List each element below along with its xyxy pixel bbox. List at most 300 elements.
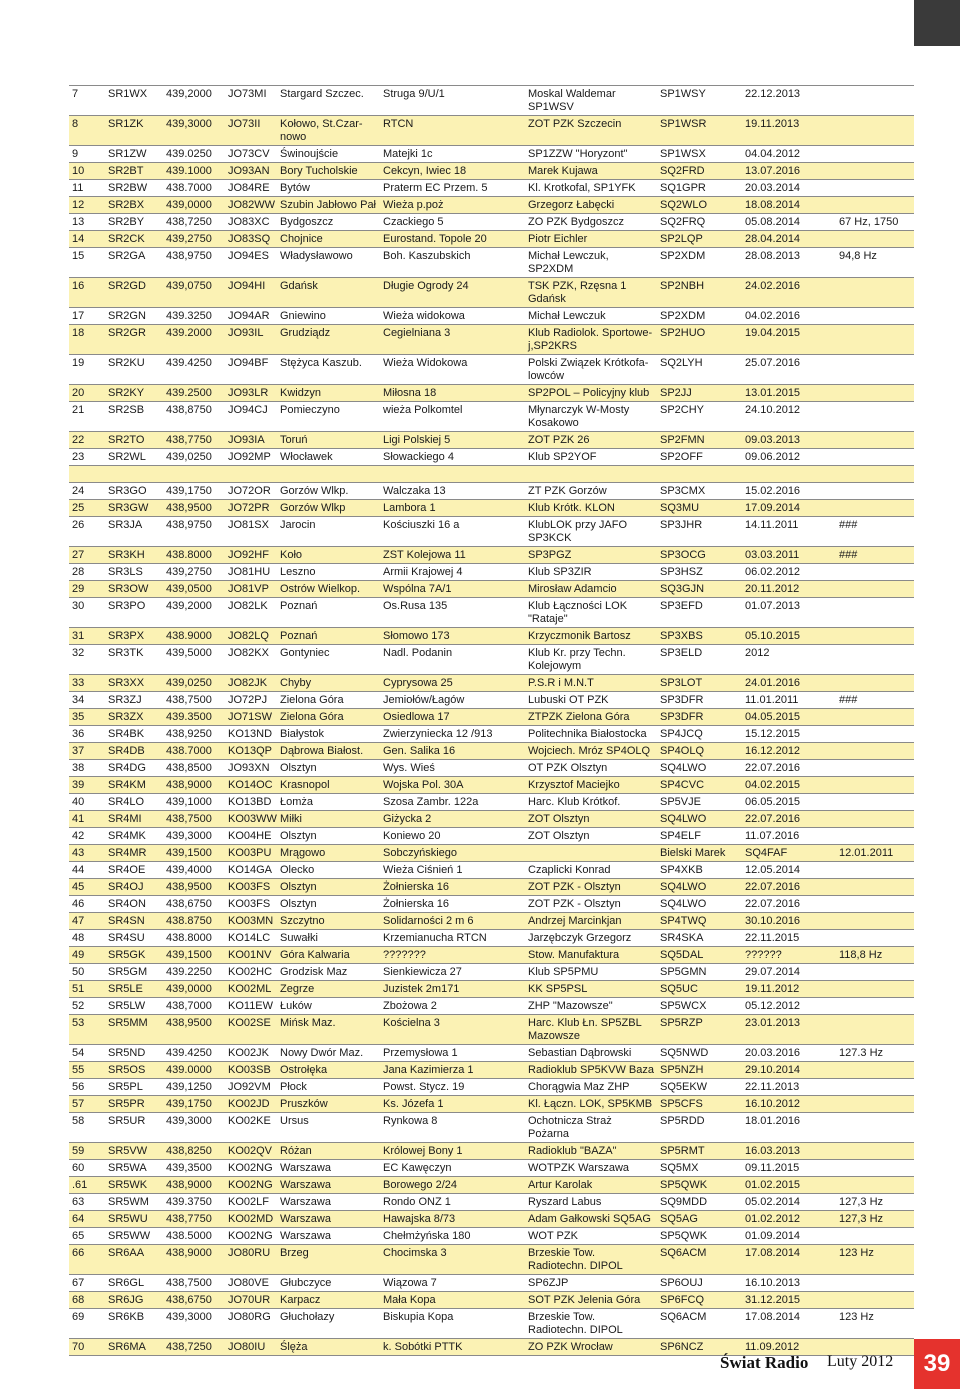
- cell-date: 09.06.2012: [742, 449, 836, 466]
- cell-ctcss: [836, 964, 914, 981]
- cell-frequency: 438,8250: [163, 1143, 225, 1160]
- cell-no: 11: [69, 180, 105, 197]
- cell-address: Długie Ogrody 24: [380, 278, 525, 308]
- cell-ctcss: [836, 1062, 914, 1079]
- magazine-title: Świat Radio: [720, 1353, 809, 1372]
- cell-locator: JO92VM: [225, 1079, 277, 1096]
- cell-address: Wieża Widokowa: [380, 355, 525, 385]
- cell-locator: JO80IU: [225, 1339, 277, 1356]
- cell-ctcss: [836, 1143, 914, 1160]
- table-row: [69, 449, 914, 466]
- cell-ctcss: 12.01.2011: [836, 845, 914, 862]
- cell-locator: JO81HU: [225, 564, 277, 581]
- cell-ctcss: [836, 760, 914, 777]
- cell-frequency: 438.5000: [163, 1228, 225, 1245]
- cell-sysop-call: SP2OFF: [657, 449, 742, 466]
- cell-operator: WOTPZK Warszawa: [525, 1160, 657, 1177]
- cell-date: 24.01.2016: [742, 675, 836, 692]
- cell-address: Rynkowa 8: [380, 1113, 525, 1143]
- cell-ctcss: [836, 180, 914, 197]
- cell-no: 21: [69, 402, 105, 432]
- cell-sysop-call: SP6FCQ: [657, 1292, 742, 1309]
- cell-date: 20.03.2016: [742, 1045, 836, 1062]
- cell-location: Płock: [277, 1079, 380, 1096]
- cell-sysop-call: SP3OCG: [657, 547, 742, 564]
- cell-no: 51: [69, 981, 105, 998]
- cell-callsign: SR4ON: [105, 896, 163, 913]
- cell-address: Jana Kazimierza 1: [380, 1062, 525, 1079]
- cell-locator: KO03WW: [225, 811, 277, 828]
- cell-locator: JO94AR: [225, 308, 277, 325]
- cell-date: [742, 466, 836, 483]
- cell-frequency: 439.3750: [163, 1194, 225, 1211]
- cell-sysop-call: SP5CFS: [657, 1096, 742, 1113]
- cell-sysop-call: SP2CHY: [657, 402, 742, 432]
- cell-address: Krzemianucha RTCN: [380, 930, 525, 947]
- cell-frequency: 438,7750: [163, 1211, 225, 1228]
- cell-date: 24.10.2012: [742, 402, 836, 432]
- cell-callsign: SR5WK: [105, 1177, 163, 1194]
- cell-callsign: SR2KU: [105, 355, 163, 385]
- cell-address: Wspólna 7A/1: [380, 581, 525, 598]
- cell-location: Warszawa: [277, 1228, 380, 1245]
- cell-locator: KO02LF: [225, 1194, 277, 1211]
- cell-ctcss: [836, 709, 914, 726]
- cell-address: Przemysłowa 1: [380, 1045, 525, 1062]
- cell-no: 18: [69, 325, 105, 355]
- cell-callsign: SR3GW: [105, 500, 163, 517]
- cell-frequency: 439,4000: [163, 862, 225, 879]
- cell-sysop-call: SP5RZP: [657, 1015, 742, 1045]
- cell-frequency: 439.1000: [163, 163, 225, 180]
- cell-sysop-call: SQ4LWO: [657, 811, 742, 828]
- cell-locator: JO92HF: [225, 547, 277, 564]
- cell-ctcss: [836, 1113, 914, 1143]
- cell-location: Gorzów Wlkp: [277, 500, 380, 517]
- cell-ctcss: [836, 163, 914, 180]
- cell-no: 27: [69, 547, 105, 564]
- cell-date: 13.07.2016: [742, 163, 836, 180]
- table-row: [69, 645, 914, 675]
- issue-date: Luty 2012: [827, 1353, 894, 1370]
- cell-operator: Adam Gałkowski SQ5AG: [525, 1211, 657, 1228]
- cell-no: 44: [69, 862, 105, 879]
- cell-location: Głubczyce: [277, 1275, 380, 1292]
- cell-date: 09.11.2015: [742, 1160, 836, 1177]
- cell-frequency: 438,9500: [163, 1015, 225, 1045]
- cell-location: Zielona Góra: [277, 709, 380, 726]
- cell-locator: JO93LR: [225, 385, 277, 402]
- cell-locator: KO02NG: [225, 1228, 277, 1245]
- cell-callsign: SR6AA: [105, 1245, 163, 1275]
- cell-locator: JO73CV: [225, 146, 277, 163]
- cell-sysop-call: SQ5UC: [657, 981, 742, 998]
- cell-operator: Jarzębczyk Grzegorz: [525, 930, 657, 947]
- cell-sysop-call: SP3LOT: [657, 675, 742, 692]
- cell-frequency: 438,9500: [163, 879, 225, 896]
- cell-location: Toruń: [277, 432, 380, 449]
- cell-ctcss: [836, 146, 914, 163]
- cell-frequency: 438,9250: [163, 726, 225, 743]
- cell-location: Grudziądz: [277, 325, 380, 355]
- cell-frequency: 439,0000: [163, 981, 225, 998]
- cell-no: 25: [69, 500, 105, 517]
- cell-ctcss: [836, 500, 914, 517]
- table-row: [69, 913, 914, 930]
- page-footer: [720, 1339, 960, 1389]
- cell-callsign: SR2BT: [105, 163, 163, 180]
- cell-callsign: SR5GM: [105, 964, 163, 981]
- cell-address: Wieża Ciśnień 1: [380, 862, 525, 879]
- cell-location: Bydgoszcz: [277, 214, 380, 231]
- cell-ctcss: [836, 743, 914, 760]
- cell-locator: KO02JK: [225, 1045, 277, 1062]
- cell-ctcss: [836, 231, 914, 248]
- cell-sysop-call: SP1WSY: [657, 86, 742, 116]
- cell-frequency: 439,3000: [163, 116, 225, 146]
- cell-operator: SP6ZJP: [525, 1275, 657, 1292]
- table-row: [69, 500, 914, 517]
- cell-callsign: SR3ZJ: [105, 692, 163, 709]
- cell-callsign: SR2GA: [105, 248, 163, 278]
- cell-locator: KO02MD: [225, 1211, 277, 1228]
- cell-locator: JO70UR: [225, 1292, 277, 1309]
- table-row: [69, 163, 914, 180]
- cell-no: 10: [69, 163, 105, 180]
- cell-sysop-call: SP2XDM: [657, 248, 742, 278]
- cell-no: 36: [69, 726, 105, 743]
- cell-operator: ZO PZK Wrocław: [525, 1339, 657, 1356]
- cell-operator: Harc. Klub Łn. SP5ZBL Mazowsze: [525, 1015, 657, 1045]
- cell-no: 52: [69, 998, 105, 1015]
- cell-frequency: 438,9500: [163, 500, 225, 517]
- cell-locator: JO72PJ: [225, 692, 277, 709]
- cell-date: 2012: [742, 645, 836, 675]
- cell-date: 16.10.2013: [742, 1275, 836, 1292]
- cell-locator: JO72PR: [225, 500, 277, 517]
- cell-frequency: 439,1750: [163, 483, 225, 500]
- table-row: [69, 709, 914, 726]
- cell-address: Rondo ONZ 1: [380, 1194, 525, 1211]
- cell-frequency: 439,0250: [163, 675, 225, 692]
- table-row: [69, 1062, 914, 1079]
- cell-no: 70: [69, 1339, 105, 1356]
- cell-address: Powst. Stycz. 19: [380, 1079, 525, 1096]
- cell-ctcss: 127,3 Hz: [836, 1194, 914, 1211]
- cell-frequency: 438,7500: [163, 811, 225, 828]
- table-row: [69, 1113, 914, 1143]
- cell-date: 16.03.2013: [742, 1143, 836, 1160]
- table-row: [69, 1211, 914, 1228]
- cell-callsign: SR1ZW: [105, 146, 163, 163]
- cell-address: Wiązowa 7: [380, 1275, 525, 1292]
- cell-operator: ZOT PZK - Olsztyn: [525, 896, 657, 913]
- table-row: [69, 1275, 914, 1292]
- cell-date: 16.10.2012: [742, 1096, 836, 1113]
- cell-date: 22.07.2016: [742, 879, 836, 896]
- cell-date: 28.08.2013: [742, 248, 836, 278]
- cell-locator: JO82LQ: [225, 628, 277, 645]
- cell-operator: ZO PZK Bydgoszcz: [525, 214, 657, 231]
- cell-sysop-call: SP2FMN: [657, 432, 742, 449]
- cell-ctcss: ###: [836, 517, 914, 547]
- cell-sysop-call: SP5WCX: [657, 998, 742, 1015]
- cell-operator: Mirosław Adamcio: [525, 581, 657, 598]
- table-row: [69, 1245, 914, 1275]
- cell-locator: KO14GA: [225, 862, 277, 879]
- cell-callsign: SR4DG: [105, 760, 163, 777]
- cell-frequency: 439,0750: [163, 278, 225, 308]
- cell-operator: Czaplicki Konrad: [525, 862, 657, 879]
- cell-location: Olsztyn: [277, 760, 380, 777]
- cell-locator: KO01NV: [225, 947, 277, 964]
- table-row: [69, 692, 914, 709]
- cell-date: 19.11.2012: [742, 981, 836, 998]
- cell-operator: Sebastian Dąbrowski: [525, 1045, 657, 1062]
- cell-no: 63: [69, 1194, 105, 1211]
- cell-date: 29.07.2014: [742, 964, 836, 981]
- cell-address: Żołnierska 16: [380, 896, 525, 913]
- cell-date: 01.02.2015: [742, 1177, 836, 1194]
- table-row: [69, 385, 914, 402]
- cell-location: Leszno: [277, 564, 380, 581]
- cell-callsign: SR6JG: [105, 1292, 163, 1309]
- cell-ctcss: [836, 811, 914, 828]
- cell-locator: JO92MP: [225, 449, 277, 466]
- cell-operator: TSK PZK, Rzęsna 1 Gdańsk: [525, 278, 657, 308]
- cell-sysop-call: SP4JCQ: [657, 726, 742, 743]
- cell-date: 06.05.2015: [742, 794, 836, 811]
- cell-date: 11.09.2012: [742, 1339, 836, 1356]
- cell-date: 18.08.2014: [742, 197, 836, 214]
- cell-locator: JO82JK: [225, 675, 277, 692]
- cell-date: 01.07.2013: [742, 598, 836, 628]
- cell-locator: KO03MN: [225, 913, 277, 930]
- cell-no: 37: [69, 743, 105, 760]
- cell-operator: Kl. Łączn. LOK, SP5KMB: [525, 1096, 657, 1113]
- cell-callsign: SR5WA: [105, 1160, 163, 1177]
- cell-address: Gen. Salika 16: [380, 743, 525, 760]
- table-row: [69, 180, 914, 197]
- cell-address: Kościelna 3: [380, 1015, 525, 1045]
- cell-operator: Klub Kr. przy Techn. Kolejowym: [525, 645, 657, 675]
- table-row: [69, 1096, 914, 1113]
- cell-date: 04.05.2015: [742, 709, 836, 726]
- cell-frequency: 439,3500: [163, 1160, 225, 1177]
- cell-date: 05.02.2014: [742, 1194, 836, 1211]
- cell-sysop-call: SQ5EKW: [657, 1079, 742, 1096]
- cell-no: 40: [69, 794, 105, 811]
- cell-frequency: 439.4250: [163, 1045, 225, 1062]
- cell-location: Olsztyn: [277, 896, 380, 913]
- cell-ctcss: 67 Hz, 1750: [836, 214, 914, 231]
- cell-sysop-call: SP3EFD: [657, 598, 742, 628]
- cell-no: 49: [69, 947, 105, 964]
- cell-ctcss: [836, 1275, 914, 1292]
- cell-sysop-call: SQ2FRQ: [657, 214, 742, 231]
- table-row: [69, 355, 914, 385]
- cell-ctcss: [836, 581, 914, 598]
- cell-frequency: 438,9000: [163, 1245, 225, 1275]
- cell-ctcss: [836, 1177, 914, 1194]
- cell-sysop-call: SP3DFR: [657, 692, 742, 709]
- cell-no: 8: [69, 116, 105, 146]
- cell-ctcss: [836, 308, 914, 325]
- table-row: [69, 743, 914, 760]
- cell-no: 66: [69, 1245, 105, 1275]
- cell-sysop-call: SQ9MDD: [657, 1194, 742, 1211]
- cell-address: Struga 9/U/1: [380, 86, 525, 116]
- cell-callsign: SR3OW: [105, 581, 163, 598]
- cell-ctcss: [836, 930, 914, 947]
- cell-sysop-call: SP4OLQ: [657, 743, 742, 760]
- cell-no: 12: [69, 197, 105, 214]
- cell-date: 22.11.2013: [742, 1079, 836, 1096]
- cell-locator: [225, 466, 277, 483]
- cell-sysop-call: SP2HUO: [657, 325, 742, 355]
- cell-locator: JO84RE: [225, 180, 277, 197]
- cell-no: 53: [69, 1015, 105, 1045]
- cell-sysop-call: SQ6ACM: [657, 1245, 742, 1275]
- cell-location: Olsztyn: [277, 828, 380, 845]
- cell-locator: KO11EW: [225, 998, 277, 1015]
- cell-address: Żołnierska 16: [380, 879, 525, 896]
- cell-ctcss: [836, 1228, 914, 1245]
- cell-locator: KO02KE: [225, 1113, 277, 1143]
- cell-callsign: SR3XX: [105, 675, 163, 692]
- cell-operator: Klub SP3ZIR: [525, 564, 657, 581]
- cell-locator: JO83XC: [225, 214, 277, 231]
- cell-operator: Radioklub SP5KVW Baza: [525, 1062, 657, 1079]
- cell-callsign: SR5VW: [105, 1143, 163, 1160]
- cell-operator: Klub SP5PMU: [525, 964, 657, 981]
- cell-frequency: [163, 466, 225, 483]
- cell-location: Brzeg: [277, 1245, 380, 1275]
- cell-operator: ZOT PZK Szczecin: [525, 116, 657, 146]
- cell-location: Różan: [277, 1143, 380, 1160]
- cell-operator: [525, 466, 657, 483]
- cell-ctcss: ###: [836, 547, 914, 564]
- cell-locator: KO13QP: [225, 743, 277, 760]
- cell-location: Nowy Dwór Maz.: [277, 1045, 380, 1062]
- table-row: [69, 828, 914, 845]
- cell-no: 42: [69, 828, 105, 845]
- cell-location: Krasnopol: [277, 777, 380, 794]
- cell-frequency: 439,1000: [163, 794, 225, 811]
- cell-address: Słowackiego 4: [380, 449, 525, 466]
- cell-no: 26: [69, 517, 105, 547]
- cell-sysop-call: SP5VJE: [657, 794, 742, 811]
- cell-address: Eurostand. Topole 20: [380, 231, 525, 248]
- cell-sysop-call: SP3JHR: [657, 517, 742, 547]
- table-row: [69, 146, 914, 163]
- cell-date: 16.12.2012: [742, 743, 836, 760]
- cell-operator: Piotr Eichler: [525, 231, 657, 248]
- cell-sysop-call: SQ5DAL: [657, 947, 742, 964]
- cell-locator: KO02NG: [225, 1177, 277, 1194]
- page-number: 39: [914, 1339, 960, 1389]
- cell-callsign: [105, 466, 163, 483]
- table-row: [69, 402, 914, 432]
- cell-frequency: 439.2250: [163, 964, 225, 981]
- cell-sysop-call: SQ1GPR: [657, 180, 742, 197]
- cell-no: 17: [69, 308, 105, 325]
- cell-no: 46: [69, 896, 105, 913]
- cell-no: 35: [69, 709, 105, 726]
- cell-no: 15: [69, 248, 105, 278]
- table-row: [69, 777, 914, 794]
- cell-ctcss: [836, 794, 914, 811]
- cell-location: Dąbrowa Białost.: [277, 743, 380, 760]
- cell-no: 54: [69, 1045, 105, 1062]
- cell-address: ZST Kolejowa 11: [380, 547, 525, 564]
- cell-callsign: SR2TO: [105, 432, 163, 449]
- cell-location: Włocławek: [277, 449, 380, 466]
- cell-location: Chojnice: [277, 231, 380, 248]
- cell-ctcss: [836, 466, 914, 483]
- cell-no: 58: [69, 1113, 105, 1143]
- cell-operator: SP3PGZ: [525, 547, 657, 564]
- cell-callsign: SR5WW: [105, 1228, 163, 1245]
- cell-callsign: SR5UR: [105, 1113, 163, 1143]
- cell-location: Pomieczyno: [277, 402, 380, 432]
- cell-operator: OT PZK Olsztyn: [525, 760, 657, 777]
- cell-ctcss: 94,8 Hz: [836, 248, 914, 278]
- cell-sysop-call: SP5RDD: [657, 1113, 742, 1143]
- cell-sysop-call: SP4CVC: [657, 777, 742, 794]
- cell-locator: JO72OR: [225, 483, 277, 500]
- table-row: [69, 1194, 914, 1211]
- cell-callsign: SR2BX: [105, 197, 163, 214]
- cell-callsign: SR2SB: [105, 402, 163, 432]
- cell-callsign: SR2GD: [105, 278, 163, 308]
- cell-operator: KlubLOK przy JAFO SP3KCK: [525, 517, 657, 547]
- cell-ctcss: [836, 998, 914, 1015]
- cell-address: Sienkiewicza 27: [380, 964, 525, 981]
- cell-no: 56: [69, 1079, 105, 1096]
- cell-address: Wojska Pol. 30A: [380, 777, 525, 794]
- cell-location: Łomża: [277, 794, 380, 811]
- table-row: [69, 811, 914, 828]
- cell-no: 43: [69, 845, 105, 862]
- cell-callsign: SR4OJ: [105, 879, 163, 896]
- cell-frequency: 439,1500: [163, 947, 225, 964]
- cell-address: Praterm EC Przem. 5: [380, 180, 525, 197]
- cell-frequency: 439,0250: [163, 449, 225, 466]
- cell-frequency: 439.2000: [163, 325, 225, 355]
- cell-callsign: SR3TK: [105, 645, 163, 675]
- cell-location: Karpacz: [277, 1292, 380, 1309]
- cell-callsign: SR5LW: [105, 998, 163, 1015]
- table-row: [69, 278, 914, 308]
- cell-date: 09.03.2013: [742, 432, 836, 449]
- cell-date: 12.05.2014: [742, 862, 836, 879]
- cell-callsign: SR3PX: [105, 628, 163, 645]
- cell-frequency: 439.2500: [163, 385, 225, 402]
- cell-location: Stargard Szczec.: [277, 86, 380, 116]
- cell-date: 05.12.2012: [742, 998, 836, 1015]
- cell-locator: KO13ND: [225, 726, 277, 743]
- cell-address: Biskupia Kopa: [380, 1309, 525, 1339]
- cell-locator: KO03FS: [225, 879, 277, 896]
- cell-address: Koniewo 20: [380, 828, 525, 845]
- cell-frequency: 438,7250: [163, 214, 225, 231]
- cell-operator: Brzeskie Tow. Radiotechn. DIPOL: [525, 1245, 657, 1275]
- cell-ctcss: [836, 628, 914, 645]
- cell-address: Cekcyn, Iwiec 18: [380, 163, 525, 180]
- cell-date: 22.12.2013: [742, 86, 836, 116]
- cell-location: Koło: [277, 547, 380, 564]
